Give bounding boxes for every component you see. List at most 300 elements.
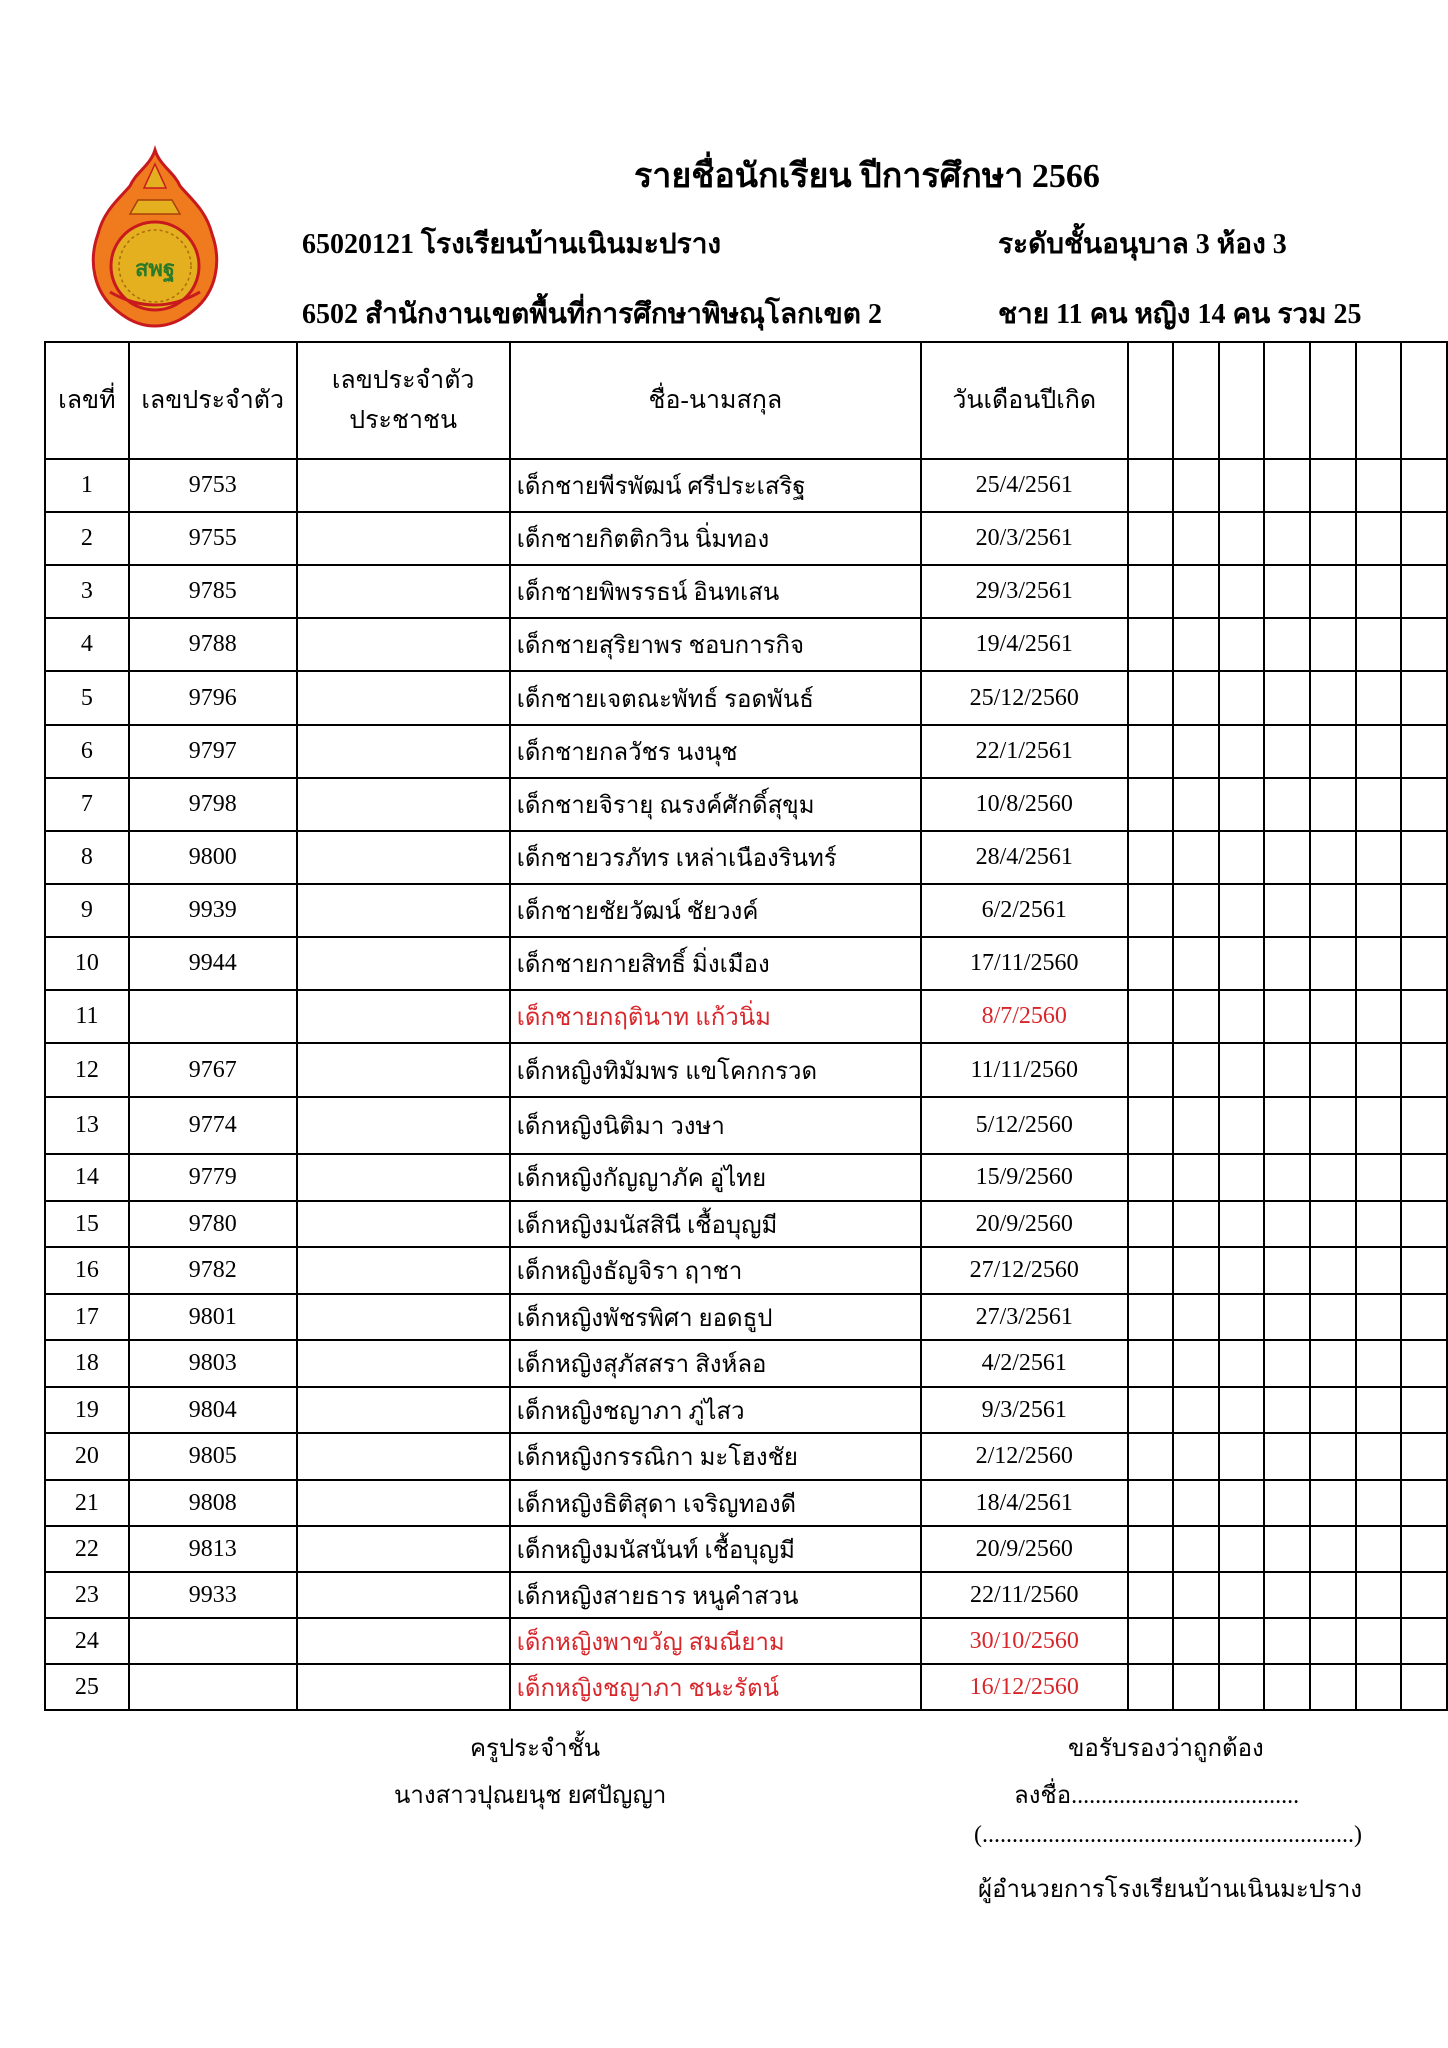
birth-date: 5/12/2560 bbox=[921, 1097, 1127, 1154]
blank-cell bbox=[1219, 1340, 1265, 1387]
birth-date: 20/9/2560 bbox=[921, 1201, 1127, 1247]
citizen-id bbox=[297, 618, 510, 671]
table-row bbox=[45, 1340, 1447, 1387]
student-name: เด็กหญิงมนัสนันท์ เชื้อบุญมี bbox=[510, 1526, 921, 1572]
blank-cell bbox=[1264, 1154, 1310, 1201]
table-row bbox=[45, 1480, 1447, 1526]
blank-cell bbox=[1356, 512, 1402, 565]
blank-cell bbox=[1219, 459, 1265, 512]
citizen-id bbox=[297, 459, 510, 512]
citizen-id bbox=[297, 1664, 510, 1710]
student-id: 9782 bbox=[129, 1247, 297, 1294]
blank-cell bbox=[1219, 1572, 1265, 1618]
blank-cell bbox=[1219, 725, 1265, 778]
blank-cell bbox=[1128, 618, 1174, 671]
student-name: เด็กหญิงกัญญาภัค อู่ไทย bbox=[510, 1154, 921, 1201]
row-number: 12 bbox=[45, 1043, 129, 1097]
student-id: 9797 bbox=[129, 725, 297, 778]
student-name: เด็กชายพีรพัฒน์ ศรีประเสริฐ bbox=[510, 459, 921, 512]
blank-cell bbox=[1173, 459, 1219, 512]
blank-cell bbox=[1356, 725, 1402, 778]
blank-cell bbox=[1310, 1154, 1356, 1201]
blank-cell bbox=[1128, 1201, 1174, 1247]
blank-cell bbox=[1310, 512, 1356, 565]
blank-cell bbox=[1356, 1247, 1402, 1294]
header-citizen-id: เลขประจำตัวประชาชน bbox=[297, 342, 510, 459]
blank-cell bbox=[1128, 1294, 1174, 1340]
blank-cell bbox=[1219, 1201, 1265, 1247]
birth-date: 18/4/2561 bbox=[921, 1480, 1127, 1526]
blank-cell bbox=[1401, 1387, 1447, 1433]
student-name: เด็กชายกลวัชร นงนุช bbox=[510, 725, 921, 778]
blank-cell bbox=[1310, 725, 1356, 778]
blank-cell bbox=[1173, 1097, 1219, 1154]
blank-cell bbox=[1219, 990, 1265, 1043]
blank-cell bbox=[1356, 937, 1402, 990]
student-id: 9755 bbox=[129, 512, 297, 565]
blank-cell bbox=[1173, 1294, 1219, 1340]
row-number: 3 bbox=[45, 565, 129, 618]
blank-cell bbox=[1356, 1387, 1402, 1433]
table-row bbox=[45, 937, 1447, 990]
table-row bbox=[45, 512, 1447, 565]
blank-cell bbox=[1310, 937, 1356, 990]
table-row bbox=[45, 671, 1447, 725]
birth-date: 20/3/2561 bbox=[921, 512, 1127, 565]
blank-cell bbox=[1128, 725, 1174, 778]
blank-cell bbox=[1356, 1526, 1402, 1572]
student-name: เด็กหญิงสุภัสสรา สิงห์ลอ bbox=[510, 1340, 921, 1387]
student-name: เด็กหญิงธัญจิรา ฤาชา bbox=[510, 1247, 921, 1294]
blank-cell bbox=[1128, 1043, 1174, 1097]
birth-date: 25/4/2561 bbox=[921, 459, 1127, 512]
blank-cell bbox=[1310, 1387, 1356, 1433]
blank-cell bbox=[1310, 565, 1356, 618]
blank-cell bbox=[1264, 1387, 1310, 1433]
table-row bbox=[45, 459, 1447, 512]
blank-cell bbox=[1128, 1247, 1174, 1294]
blank-cell bbox=[1173, 618, 1219, 671]
blank-cell bbox=[1128, 565, 1174, 618]
birth-date: 19/4/2561 bbox=[921, 618, 1127, 671]
citizen-id bbox=[297, 1097, 510, 1154]
student-id: 9804 bbox=[129, 1387, 297, 1433]
row-number: 13 bbox=[45, 1097, 129, 1154]
student-name: เด็กชายเจตณะพัทธ์ รอดพันธ์ bbox=[510, 671, 921, 725]
class-level: ระดับชั้นอนุบาล 3 ห้อง 3 bbox=[998, 229, 1287, 260]
blank-cell bbox=[1356, 1433, 1402, 1480]
table-row bbox=[45, 1294, 1447, 1340]
student-name: เด็กชายกฤตินาท แก้วนิ่ม bbox=[510, 990, 921, 1043]
blank-cell bbox=[1219, 884, 1265, 937]
header-no: เลขที่ bbox=[45, 342, 129, 459]
blank-cell bbox=[1356, 1664, 1402, 1710]
blank-cell bbox=[1128, 1433, 1174, 1480]
director-title: ผู้อำนวยการโรงเรียนบ้านเนินมะปราง bbox=[978, 1877, 1363, 1903]
row-number: 6 bbox=[45, 725, 129, 778]
header-student-id: เลขประจำตัว bbox=[129, 342, 297, 459]
blank-cell bbox=[1173, 671, 1219, 725]
blank-cell bbox=[1219, 778, 1265, 831]
blank-cell bbox=[1128, 512, 1174, 565]
student-name: เด็กหญิงมนัสสินี เชื้อบุญมี bbox=[510, 1201, 921, 1247]
header-blank bbox=[1173, 342, 1219, 459]
citizen-id bbox=[297, 1247, 510, 1294]
table-row bbox=[45, 1387, 1447, 1433]
blank-cell bbox=[1264, 512, 1310, 565]
blank-cell bbox=[1356, 1294, 1402, 1340]
row-number: 11 bbox=[45, 990, 129, 1043]
table-row bbox=[45, 725, 1447, 778]
blank-cell bbox=[1401, 1618, 1447, 1664]
blank-cell bbox=[1173, 1664, 1219, 1710]
blank-cell bbox=[1128, 1387, 1174, 1433]
table-row bbox=[45, 1433, 1447, 1480]
blank-cell bbox=[1128, 884, 1174, 937]
citizen-id bbox=[297, 778, 510, 831]
blank-cell bbox=[1401, 1340, 1447, 1387]
blank-cell bbox=[1401, 990, 1447, 1043]
birth-date: 11/11/2560 bbox=[921, 1043, 1127, 1097]
citizen-id bbox=[297, 1294, 510, 1340]
blank-cell bbox=[1310, 884, 1356, 937]
header-blank bbox=[1356, 342, 1402, 459]
blank-cell bbox=[1356, 671, 1402, 725]
blank-cell bbox=[1128, 1480, 1174, 1526]
birth-date: 28/4/2561 bbox=[921, 831, 1127, 884]
header-dob: วันเดือนปีเกิด bbox=[921, 342, 1127, 459]
table-header-row bbox=[45, 342, 1447, 459]
student-name: เด็กหญิงกรรณิกา มะโฮงชัย bbox=[510, 1433, 921, 1480]
student-id: 9785 bbox=[129, 565, 297, 618]
blank-cell bbox=[1219, 1247, 1265, 1294]
blank-cell bbox=[1310, 831, 1356, 884]
blank-cell bbox=[1310, 1097, 1356, 1154]
citizen-id bbox=[297, 831, 510, 884]
birth-date: 25/12/2560 bbox=[921, 671, 1127, 725]
blank-cell bbox=[1356, 1340, 1402, 1387]
blank-cell bbox=[1310, 1618, 1356, 1664]
blank-cell bbox=[1401, 1201, 1447, 1247]
blank-cell bbox=[1264, 831, 1310, 884]
blank-cell bbox=[1128, 671, 1174, 725]
citizen-id bbox=[297, 1433, 510, 1480]
blank-cell bbox=[1173, 565, 1219, 618]
blank-cell bbox=[1356, 618, 1402, 671]
teacher-label: ครูประจำชั้น bbox=[470, 1736, 601, 1762]
blank-cell bbox=[1264, 618, 1310, 671]
table-row bbox=[45, 1618, 1447, 1664]
birth-date: 6/2/2561 bbox=[921, 884, 1127, 937]
citizen-id bbox=[297, 1572, 510, 1618]
svg-text:สพฐ: สพฐ bbox=[134, 257, 176, 282]
blank-cell bbox=[1173, 1480, 1219, 1526]
blank-cell bbox=[1310, 1247, 1356, 1294]
student-id bbox=[129, 990, 297, 1043]
row-number: 22 bbox=[45, 1526, 129, 1572]
blank-cell bbox=[1173, 1043, 1219, 1097]
blank-cell bbox=[1264, 565, 1310, 618]
blank-cell bbox=[1401, 512, 1447, 565]
student-name: เด็กชายชัยวัฒน์ ชัยวงค์ bbox=[510, 884, 921, 937]
blank-cell bbox=[1356, 1097, 1402, 1154]
citizen-id bbox=[297, 565, 510, 618]
student-id: 9813 bbox=[129, 1526, 297, 1572]
citizen-id bbox=[297, 884, 510, 937]
school-emblem-icon bbox=[80, 142, 230, 330]
student-name: เด็กชายจิรายุ ณรงค์ศักดิ์สุขุม bbox=[510, 778, 921, 831]
table-row bbox=[45, 1572, 1447, 1618]
citizen-id bbox=[297, 1480, 510, 1526]
student-name: เด็กหญิงนิติมา วงษา bbox=[510, 1097, 921, 1154]
table-row bbox=[45, 1664, 1447, 1710]
blank-cell bbox=[1264, 1097, 1310, 1154]
blank-cell bbox=[1310, 671, 1356, 725]
citizen-id bbox=[297, 725, 510, 778]
student-name: เด็กชายกายสิทธิ์ มิ่งเมือง bbox=[510, 937, 921, 990]
blank-cell bbox=[1264, 1043, 1310, 1097]
blank-cell bbox=[1219, 831, 1265, 884]
row-number: 9 bbox=[45, 884, 129, 937]
blank-cell bbox=[1310, 1572, 1356, 1618]
header-name: ชื่อ-นามสกุล bbox=[510, 342, 921, 459]
student-id: 9933 bbox=[129, 1572, 297, 1618]
student-name: เด็กหญิงทิมัมพร แขโคกกรวด bbox=[510, 1043, 921, 1097]
blank-cell bbox=[1173, 937, 1219, 990]
birth-date: 9/3/2561 bbox=[921, 1387, 1127, 1433]
blank-cell bbox=[1401, 1043, 1447, 1097]
row-number: 2 bbox=[45, 512, 129, 565]
blank-cell bbox=[1128, 1618, 1174, 1664]
certify-text: ขอรับรองว่าถูกต้อง bbox=[1068, 1736, 1264, 1762]
student-id: 9780 bbox=[129, 1201, 297, 1247]
citizen-id bbox=[297, 937, 510, 990]
blank-cell bbox=[1173, 1433, 1219, 1480]
signature-line: ลงชื่อ...................................... bbox=[1014, 1783, 1300, 1809]
header-blank bbox=[1401, 342, 1447, 459]
blank-cell bbox=[1264, 459, 1310, 512]
table-body bbox=[45, 459, 1447, 1710]
blank-cell bbox=[1401, 1154, 1447, 1201]
blank-cell bbox=[1310, 618, 1356, 671]
row-number: 5 bbox=[45, 671, 129, 725]
blank-cell bbox=[1219, 565, 1265, 618]
student-name: เด็กชายกิตติกวิน นิ่มทอง bbox=[510, 512, 921, 565]
blank-cell bbox=[1128, 937, 1174, 990]
citizen-id bbox=[297, 1618, 510, 1664]
blank-cell bbox=[1219, 1043, 1265, 1097]
blank-cell bbox=[1310, 1526, 1356, 1572]
blank-cell bbox=[1356, 459, 1402, 512]
blank-cell bbox=[1401, 618, 1447, 671]
row-number: 20 bbox=[45, 1433, 129, 1480]
blank-cell bbox=[1219, 671, 1265, 725]
row-number: 15 bbox=[45, 1201, 129, 1247]
student-name: เด็กหญิงชญาภา ภู่ไสว bbox=[510, 1387, 921, 1433]
blank-cell bbox=[1173, 990, 1219, 1043]
citizen-id bbox=[297, 1154, 510, 1201]
student-id: 9803 bbox=[129, 1340, 297, 1387]
citizen-id bbox=[297, 990, 510, 1043]
student-id: 9774 bbox=[129, 1097, 297, 1154]
birth-date: 20/9/2560 bbox=[921, 1526, 1127, 1572]
row-number: 16 bbox=[45, 1247, 129, 1294]
birth-date: 15/9/2560 bbox=[921, 1154, 1127, 1201]
blank-cell bbox=[1356, 990, 1402, 1043]
blank-cell bbox=[1264, 1664, 1310, 1710]
blank-cell bbox=[1356, 831, 1402, 884]
blank-cell bbox=[1128, 990, 1174, 1043]
blank-cell bbox=[1264, 1201, 1310, 1247]
blank-cell bbox=[1264, 990, 1310, 1043]
header-blank bbox=[1219, 342, 1265, 459]
table-row bbox=[45, 1043, 1447, 1097]
blank-cell bbox=[1310, 1664, 1356, 1710]
citizen-id bbox=[297, 1526, 510, 1572]
citizen-id bbox=[297, 1387, 510, 1433]
student-id: 9801 bbox=[129, 1294, 297, 1340]
student-id: 9798 bbox=[129, 778, 297, 831]
blank-cell bbox=[1219, 1387, 1265, 1433]
blank-cell bbox=[1356, 1201, 1402, 1247]
student-name: เด็กหญิงชญาภา ชนะรัตน์ bbox=[510, 1664, 921, 1710]
student-id: 9796 bbox=[129, 671, 297, 725]
blank-cell bbox=[1128, 1097, 1174, 1154]
table-row bbox=[45, 1097, 1447, 1154]
blank-cell bbox=[1264, 1433, 1310, 1480]
table-row bbox=[45, 990, 1447, 1043]
blank-cell bbox=[1310, 1480, 1356, 1526]
birth-date: 27/3/2561 bbox=[921, 1294, 1127, 1340]
student-name: เด็กชายวรภัทร เหล่าเนืองรินทร์ bbox=[510, 831, 921, 884]
blank-cell bbox=[1173, 1154, 1219, 1201]
birth-date: 29/3/2561 bbox=[921, 565, 1127, 618]
blank-cell bbox=[1401, 1480, 1447, 1526]
birth-date: 27/12/2560 bbox=[921, 1247, 1127, 1294]
blank-cell bbox=[1310, 990, 1356, 1043]
blank-cell bbox=[1173, 1526, 1219, 1572]
student-id: 9788 bbox=[129, 618, 297, 671]
blank-cell bbox=[1128, 1664, 1174, 1710]
table-row bbox=[45, 1201, 1447, 1247]
row-number: 23 bbox=[45, 1572, 129, 1618]
blank-cell bbox=[1401, 884, 1447, 937]
signature-name-line: (..............................................................) bbox=[974, 1822, 1362, 1848]
blank-cell bbox=[1219, 1526, 1265, 1572]
blank-cell bbox=[1310, 1340, 1356, 1387]
page-title: รายชื่อนักเรียน ปีการศึกษา 2566 bbox=[634, 158, 1100, 195]
row-number: 25 bbox=[45, 1664, 129, 1710]
blank-cell bbox=[1264, 778, 1310, 831]
citizen-id bbox=[297, 512, 510, 565]
blank-cell bbox=[1219, 1480, 1265, 1526]
blank-cell bbox=[1219, 937, 1265, 990]
blank-cell bbox=[1264, 725, 1310, 778]
birth-date: 16/12/2560 bbox=[921, 1664, 1127, 1710]
blank-cell bbox=[1219, 1433, 1265, 1480]
citizen-id bbox=[297, 1340, 510, 1387]
teacher-name: นางสาวปุณยนุช ยศปัญญา bbox=[394, 1783, 667, 1809]
blank-cell bbox=[1401, 831, 1447, 884]
row-number: 8 bbox=[45, 831, 129, 884]
birth-date: 17/11/2560 bbox=[921, 937, 1127, 990]
row-number: 21 bbox=[45, 1480, 129, 1526]
blank-cell bbox=[1401, 1526, 1447, 1572]
blank-cell bbox=[1310, 459, 1356, 512]
blank-cell bbox=[1264, 1618, 1310, 1664]
citizen-id bbox=[297, 1201, 510, 1247]
blank-cell bbox=[1401, 937, 1447, 990]
student-id: 9939 bbox=[129, 884, 297, 937]
student-id: 9805 bbox=[129, 1433, 297, 1480]
citizen-id bbox=[297, 671, 510, 725]
blank-cell bbox=[1310, 1294, 1356, 1340]
row-number: 19 bbox=[45, 1387, 129, 1433]
student-id: 9800 bbox=[129, 831, 297, 884]
blank-cell bbox=[1128, 1526, 1174, 1572]
blank-cell bbox=[1264, 884, 1310, 937]
blank-cell bbox=[1173, 831, 1219, 884]
row-number: 14 bbox=[45, 1154, 129, 1201]
birth-date: 2/12/2560 bbox=[921, 1433, 1127, 1480]
blank-cell bbox=[1356, 884, 1402, 937]
row-number: 1 bbox=[45, 459, 129, 512]
citizen-id bbox=[297, 1043, 510, 1097]
school-line: 65020121 โรงเรียนบ้านเนินมะปราง bbox=[302, 229, 722, 260]
birth-date: 8/7/2560 bbox=[921, 990, 1127, 1043]
row-number: 4 bbox=[45, 618, 129, 671]
blank-cell bbox=[1264, 1247, 1310, 1294]
blank-cell bbox=[1356, 778, 1402, 831]
blank-cell bbox=[1173, 1387, 1219, 1433]
blank-cell bbox=[1219, 1154, 1265, 1201]
blank-cell bbox=[1128, 831, 1174, 884]
blank-cell bbox=[1173, 778, 1219, 831]
table-row bbox=[45, 565, 1447, 618]
birth-date: 10/8/2560 bbox=[921, 778, 1127, 831]
blank-cell bbox=[1264, 1480, 1310, 1526]
blank-cell bbox=[1128, 1572, 1174, 1618]
table-row bbox=[45, 831, 1447, 884]
student-name: เด็กชายสุริยาพร ชอบการกิจ bbox=[510, 618, 921, 671]
office-line: 6502 สำนักงานเขตพื้นที่การศึกษาพิษณุโลกเขต 2 bbox=[302, 299, 882, 330]
blank-cell bbox=[1401, 1664, 1447, 1710]
student-name: เด็กหญิงสายธาร หนูคำสวน bbox=[510, 1572, 921, 1618]
blank-cell bbox=[1219, 1618, 1265, 1664]
table-row bbox=[45, 1154, 1447, 1201]
blank-cell bbox=[1173, 1572, 1219, 1618]
blank-cell bbox=[1401, 725, 1447, 778]
blank-cell bbox=[1128, 1340, 1174, 1387]
gender-counts: ชาย 11 คน หญิง 14 คน รวม 25 bbox=[998, 299, 1362, 330]
row-number: 10 bbox=[45, 937, 129, 990]
blank-cell bbox=[1356, 1572, 1402, 1618]
row-number: 24 bbox=[45, 1618, 129, 1664]
table-row bbox=[45, 618, 1447, 671]
blank-cell bbox=[1128, 778, 1174, 831]
student-id bbox=[129, 1618, 297, 1664]
blank-cell bbox=[1401, 1247, 1447, 1294]
blank-cell bbox=[1173, 512, 1219, 565]
row-number: 7 bbox=[45, 778, 129, 831]
blank-cell bbox=[1219, 1664, 1265, 1710]
table-row bbox=[45, 884, 1447, 937]
blank-cell bbox=[1310, 1201, 1356, 1247]
student-name: เด็กหญิงพัชรพิศา ยอดธูป bbox=[510, 1294, 921, 1340]
blank-cell bbox=[1401, 778, 1447, 831]
student-id: 9753 bbox=[129, 459, 297, 512]
student-id: 9767 bbox=[129, 1043, 297, 1097]
